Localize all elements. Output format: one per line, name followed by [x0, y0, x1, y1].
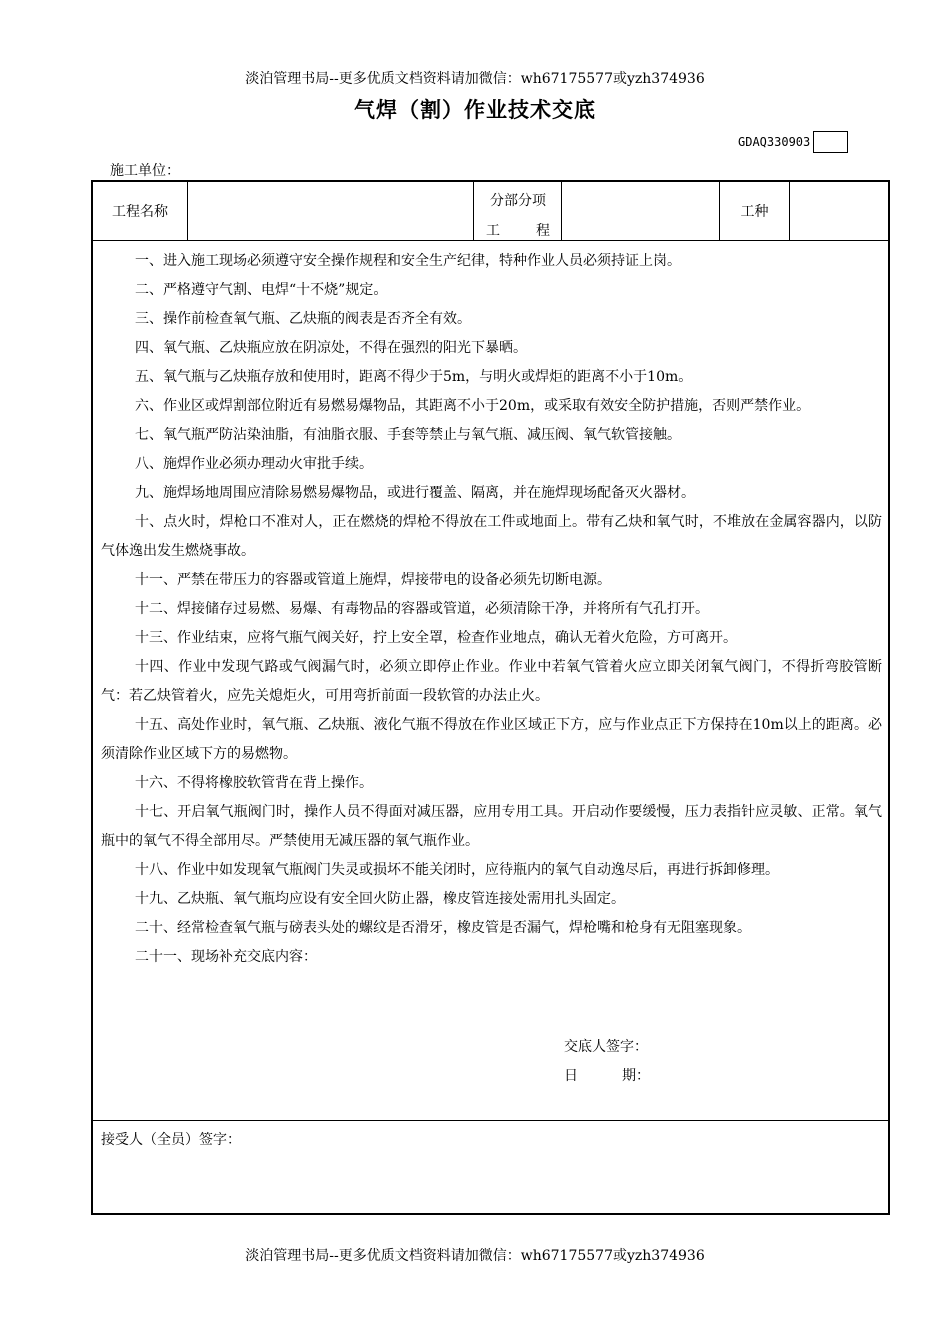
doc-code-area	[738, 131, 848, 153]
trade-label	[720, 182, 790, 240]
sub-project-label-char1: 工	[486, 223, 500, 239]
sub-project-field	[562, 182, 720, 240]
sub-project-label-char2: 程	[536, 223, 550, 239]
list-item: 十七、开启氧气瓶阀门时，操作人员不得面对减压器，应用专用工具。开启动作要缓慢，压力表指针应灵敏、正常。氧气瓶中的氧气不得全部用尽。严禁使用无减压器的氧气瓶作业。	[101, 804, 882, 849]
sub-project-label-line2	[486, 220, 550, 240]
page-title: 气焊（割）作业技术交底	[354, 98, 596, 122]
project-name-label-text: 工程名称	[112, 204, 168, 220]
receiver-label: 接受人（全员）签字：	[101, 1132, 241, 1148]
project-name-field	[188, 182, 474, 240]
signer-label: 交底人签字：	[564, 1039, 648, 1055]
list-item: 十三、作业结束，应将气瓶气阀关好，拧上安全罩，检查作业地点，确认无着火危险，方可离开。	[135, 630, 737, 646]
list-item: 一、进入施工现场必须遵守安全操作规程和安全生产纪律，特种作业人员必须持证上岗。	[135, 253, 681, 269]
footer-note: 淡泊管理书局--更多优质文档资料请加微信：wh67175577或yzh374936	[245, 1248, 705, 1264]
list-item: 十六、不得将橡胶软管背在背上操作。	[135, 775, 373, 791]
list-item: 二、严格遵守气割、电焊“十不烧”规定。	[135, 282, 388, 298]
sub-project-label-line1: 分部分项	[490, 193, 546, 209]
list-item: 七、氧气瓶严防沾染油脂，有油脂衣服、手套等禁止与氧气瓶、减压阀、氧气软管接触。	[135, 427, 681, 443]
date-label-char2: 期：	[622, 1068, 650, 1084]
project-name-label	[93, 182, 188, 240]
sub-project-label	[474, 182, 562, 240]
disclosure-form	[91, 180, 890, 1215]
trade-label-text: 工种	[740, 204, 769, 220]
construction-unit-label: 施工单位：	[110, 163, 180, 179]
list-item: 五、氧气瓶与乙炔瓶存放和使用时，距离不得少于5m，与明火或焊炬的距离不小于10m。	[135, 369, 693, 385]
list-item: 六、作业区或焊割部位附近有易燃易爆物品，其距离不小于20m，或采取有效安全防护措施，否则严禁作业。	[135, 398, 811, 414]
list-item: 十、点火时，焊枪口不准对人，正在燃烧的焊枪不得放在工件或地面上。带有乙炔和氧气时，不堆放在金属容器内，以防气体逸出发生燃烧事故。	[101, 514, 882, 559]
list-item: 十一、严禁在带压力的容器或管道上施焊，焊接带电的设备必须先切断电源。	[135, 572, 611, 588]
doc-code: GDAQ330903	[738, 135, 811, 149]
list-item: 十五、高处作业时，氧气瓶、乙炔瓶、液化气瓶不得放在作业区域正下方，应与作业点正下方保持在10m以上的距离。必须清除作业区域下方的易燃物。	[101, 717, 882, 762]
list-item: 三、操作前检查氧气瓶、乙炔瓶的阀表是否齐全有效。	[135, 311, 471, 327]
list-item: 十九、乙炔瓶、氧气瓶均应设有安全回火防止器，橡皮管连接处需用扎头固定。	[135, 891, 625, 907]
info-row	[93, 182, 888, 241]
item-list	[101, 247, 882, 972]
disclosure-content	[93, 241, 888, 1121]
list-item: 八、施焊作业必须办理动火审批手续。	[135, 456, 373, 472]
date-label-char1: 日	[564, 1068, 578, 1084]
doc-code-box	[813, 131, 848, 153]
list-item: 十四、作业中发现气路或气阀漏气时，必须立即停止作业。作业中若氧气管着火应立即关闭氧气阀门，不得折弯胶管断气：若乙炔管着火，应先关熄炬火，可用弯折前面一段软管的办法止火。	[101, 659, 882, 704]
list-item: 二十一、现场补充交底内容：	[135, 949, 317, 965]
header-note: 淡泊管理书局--更多优质文档资料请加微信：wh67175577或yzh374936	[245, 71, 705, 87]
list-item: 二十、经常检查氧气瓶与磅表头处的螺纹是否滑牙，橡皮管是否漏气，焊枪嘴和枪身有无阻塞现象。	[135, 920, 751, 936]
list-item: 四、氧气瓶、乙炔瓶应放在阴凉处，不得在强烈的阳光下暴晒。	[135, 340, 527, 356]
list-item: 十二、焊接储存过易燃、易爆、有毒物品的容器或管道，必须清除干净，并将所有气孔打开。	[135, 601, 709, 617]
list-item: 十八、作业中如发现氧气瓶阀门失灵或损坏不能关闭时，应待瓶内的氧气自动逸尽后，再进行拆卸修理。	[135, 862, 779, 878]
date-label	[564, 1065, 650, 1085]
list-item: 九、施焊场地周围应清除易燃易爆物品，或进行覆盖、隔离，并在施焊现场配备灭火器材。	[135, 485, 695, 501]
